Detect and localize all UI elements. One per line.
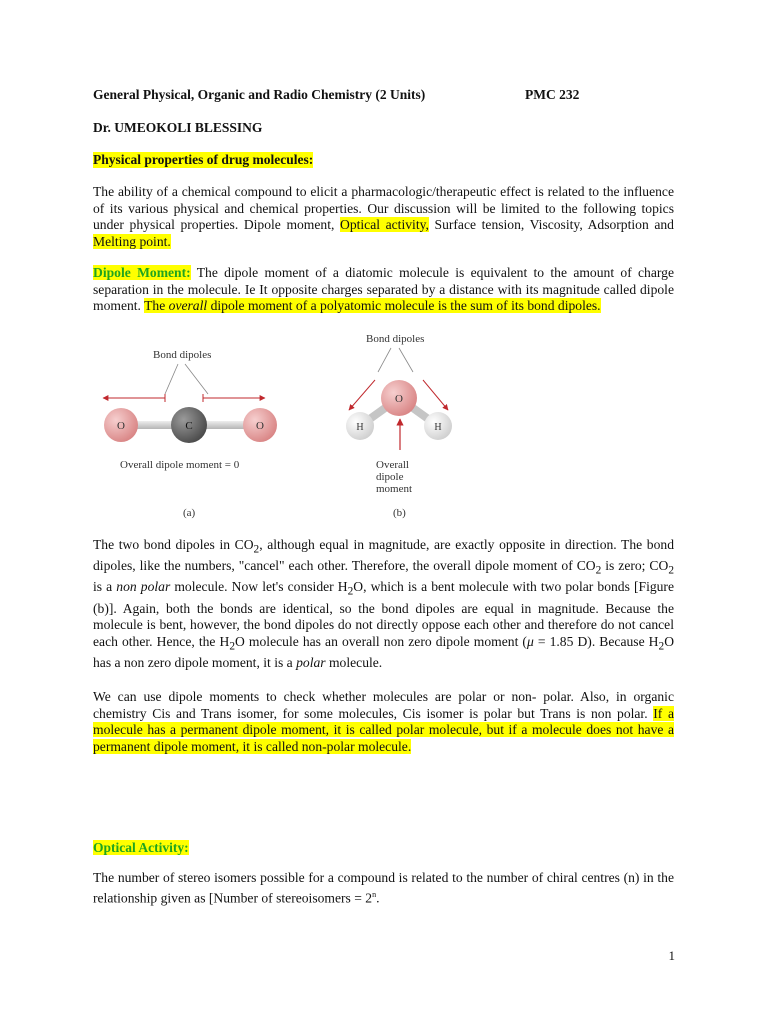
stereoisomer-paragraph: The number of stereo isomers possible for a compound is related to the number of chiral centres (n) in the relationship given as [Number of stereoisomers = $2^n$. <box>93 870 674 906</box>
svg-text:C: C <box>185 420 193 432</box>
highlight-melting-point: Melting point. <box>93 233 171 249</box>
intro-paragraph: The ability of a chemical compound to elicit a pharmacologic/therapeutic effect is related to the influence of its various physical and chemical properties. Our discussion will be limited to the following topics under physical properties. Dipole moment, Optical activity, Surface tension, Viscosity, Adsorption and Melting point. <box>93 184 674 249</box>
dipole-moment-label: Dipole Moment: <box>93 265 191 280</box>
figure-b-h2o <box>346 333 452 519</box>
author-name: Dr. UMEOKOLI BLESSING <box>93 120 263 135</box>
svg-text:moment: moment <box>376 483 413 495</box>
svg-text:dipole: dipole <box>376 471 404 483</box>
figure-b-tag: (b) <box>393 507 406 519</box>
figure-a-co2 <box>103 349 277 519</box>
svg-text:O: O <box>117 420 125 432</box>
section-title: Physical properties of drug molecules: <box>93 152 314 167</box>
dipole-paragraph: Dipole Moment: The dipole moment of a diatomic molecule is equivalent to the amount of charge separation in the molecule. Ie It opposite charges separated by a distance with its magnitude called dipole moment. The overall dipole moment of a polyatomic molecule is the sum of its bond dipoles. <box>93 265 674 313</box>
optical-activity-heading: Optical Activity: <box>93 840 189 855</box>
svg-text:O: O <box>256 420 264 432</box>
svg-text:Overall: Overall <box>376 459 409 471</box>
course-header <box>93 87 674 103</box>
svg-text:H: H <box>356 422 364 433</box>
course-title: General Physical, Organic and Radio Chemistry (2 Units) <box>93 87 426 102</box>
highlight-overall-dipole: The overall dipole moment of a polyatomic molecule is the sum of its bond dipoles. <box>144 298 601 313</box>
highlight-optical-activity: Optical activity, <box>340 217 429 232</box>
co2-h2o-paragraph: The two bond dipoles in $CO_2$, although equal in magnitude, are exactly opposite in direction. The bond dipoles, like the numbers, "cancel" each other. Therefore, the overall dipole moment of $CO_2$ is zero; $CO_2$ is a non polar molecule. Now let's consider $H_2O$, which is a bent molecule with two polar bonds [Figure (b)]. Again, both the bonds are identical, so the bond dipoles are equal in magnitude. Because the molecule is bent, however, the bond dipoles do not directly oppose each other and therefore do not cancel each other. Hence, the $H_2O$ molecule has an overall non zero dipole moment (μ = 1.85 D). Because $H_2O$ has a non zero dipole moment, it is a polar molecule. <box>93 537 675 670</box>
figure-a-bond-label: Bond dipoles <box>153 349 212 361</box>
polarity-paragraph: We can use dipole moments to check whether molecules are polar or non- polar. Also, in organic chemistry Cis and Trans isomer, for some molecules, Cis isomer is polar but Trans is non polar. If a molecule has a permanent dipole moment, it is called polar molecule, but if a molecule does not have a permanent dipole moment, it is called non-polar molecule. <box>93 689 674 754</box>
page-number: 1 <box>668 948 675 963</box>
course-code: PMC 232 <box>525 87 580 102</box>
svg-text:O: O <box>395 393 403 405</box>
figure-a-tag: (a) <box>183 507 196 519</box>
figure-b-bond-label: Bond dipoles <box>366 333 425 345</box>
svg-text:H: H <box>434 422 442 433</box>
dipole-figure <box>93 332 674 524</box>
figure-a-caption: Overall dipole moment = 0 <box>120 459 240 471</box>
highlight-polar-definition: If a molecule has a permanent dipole moment, it is called polar molecule, but if a molecule does not have a permanent dipole moment, it is called non-polar molecule. <box>93 705 674 754</box>
